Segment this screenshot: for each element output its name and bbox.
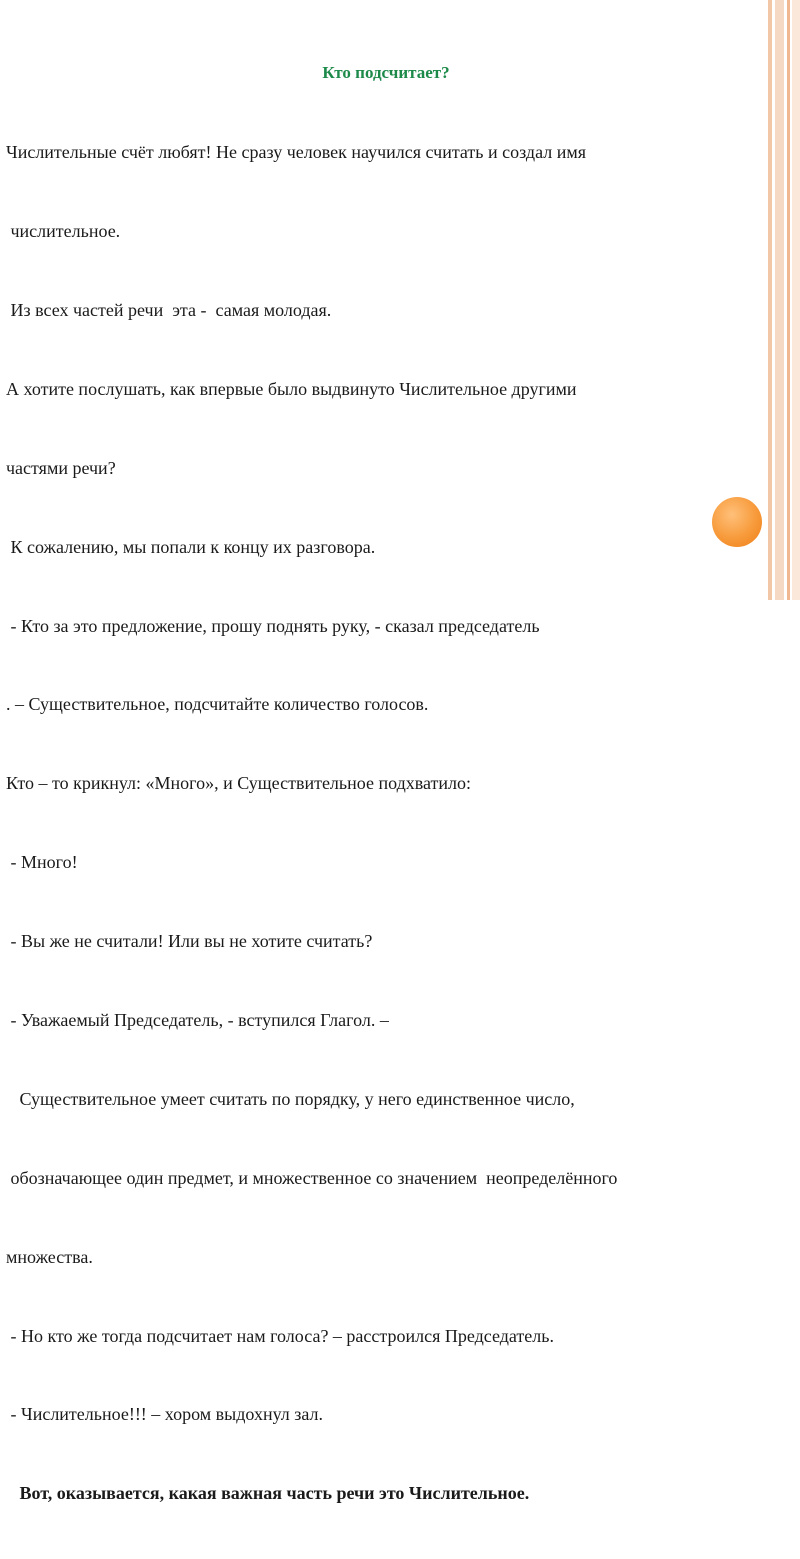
text-line: . – Существительное, подсчитайте количество голосов. xyxy=(6,694,429,715)
text-line: обозначающее один предмет, и множественное со значением неопределённого xyxy=(6,1167,618,1188)
slide-title: Кто подсчитает? xyxy=(322,62,450,82)
text-body xyxy=(6,6,766,1559)
text-line: - Вы же не считали! Или вы не хотите считать? xyxy=(6,931,373,952)
conclusion-line: Вот, оказывается, какая важная часть речи это Числительное. xyxy=(6,1483,530,1504)
text-line: Из всех частей речи эта - самая молодая. xyxy=(6,299,332,320)
text-line: А хотите послушать, как впервые было выдвинуто Числительное другими xyxy=(6,378,577,399)
text-line: - Числительное!!! – хором выдохнул зал. xyxy=(6,1404,324,1425)
text-line: числительное. xyxy=(6,221,121,242)
text-line: Существительное умеет считать по порядку, у него единственное число, xyxy=(6,1088,575,1109)
text-line: - Кто за это предложение, прошу поднять руку, - сказал председатель xyxy=(6,615,540,636)
border-stripe xyxy=(775,0,784,600)
border-stripe xyxy=(792,0,800,600)
text-line: - Уважаемый Председатель, - вступился Глагол. – xyxy=(6,1009,389,1030)
border-stripe xyxy=(768,0,772,600)
text-line: - Но кто же тогда подсчитает нам голоса? – расстроился Председатель. xyxy=(6,1325,554,1346)
text-line: К сожалению, мы попали к концу их разговора. xyxy=(6,536,376,557)
text-line: - Много! xyxy=(6,852,78,873)
border-stripe xyxy=(787,0,790,600)
text-line: множества. xyxy=(6,1246,93,1267)
decorative-circle xyxy=(712,497,762,547)
text-line: частями речи? xyxy=(6,457,116,478)
text-line: Числительные счёт любят! Не сразу человек научился считать и создал имя xyxy=(6,142,587,163)
text-line: Кто – то крикнул: «Много», и Существительное подхватило: xyxy=(6,773,472,794)
